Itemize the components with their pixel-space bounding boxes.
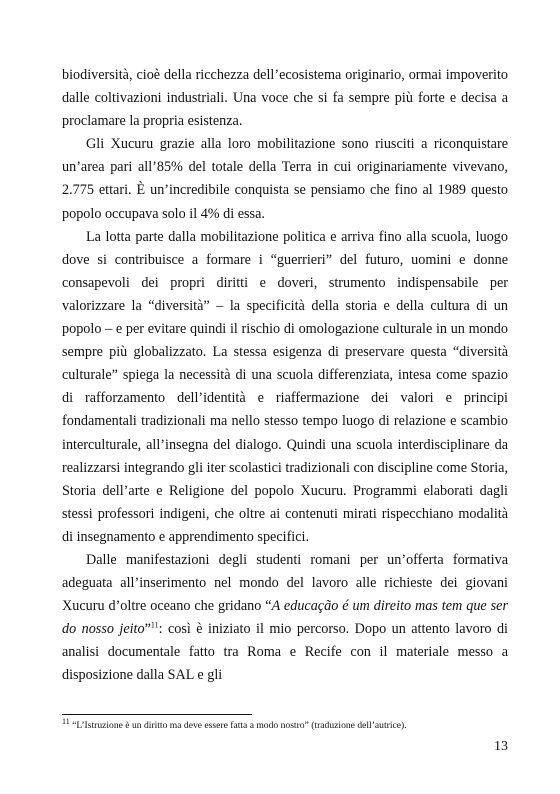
page-number: 13 [494,739,508,754]
paragraph-1: biodiversità, cioè della ricchezza dell’ecosistema originario, ormai impoverito dalle coltivazioni industriali. Una voce che si fa sempre più forte e decisa a proclamare la propria esistenza. [62,67,508,130]
paragraph-4 [62,549,508,688]
paragraph-4-before: Dalle manifestazioni degli studenti romani per un’offerta formativa adeguata all’inserimento nel mondo del lavoro alle richieste dei giovani Xucuru d’oltre oceano che gridano “ [62,551,508,615]
footnote-text: “L’Istruzione è un diritto ma deve essere fatta a modo nostro” (traduzione dell’autrice). [69,720,407,731]
paragraph-2: Gli Xucuru grazie alla loro mobilitazione sono riusciti a riconquistare un’area pari all’85% del totale della Terra in cui originariamente vivevano, 2.775 ettari. È un’incredibile conquista se pensiamo che fino al 1989 questo popolo occupava solo il 4% di essa. [62,136,508,222]
footnote-number: 11 [62,716,70,726]
paragraph-3: La lotta parte dalla mobilitazione politica e arriva fino alla scuola, luogo dove si contribuisce a formare i “guerrieri” del futuro, uomini e donne consapevoli dei propri diritti e doveri, strumento indispensabile per valorizzare la “diversità” – la specificità della storia e della cultura di un popolo – e per evitare quindi il rischio di omologazione culturale in un mondo sempre più globalizzato. La stessa esigenza di preservare questa “diversità culturale” spiega la necessità di una scuola differenziata, intesa come spazio di rafforzamento dell’identità e riaffermazione dei valori e principi fondamentali tradizionali ma nello stesso tempo luogo di relazione e scambio interculturale, all’insegna del dialogo. Quindi una scuola interdisciplinare da realizzarsi integrando gli iter scolastici tradizionali con discipline come Storia, Storia dell’arte e Religione del popolo Xucuru. Programmi elaborati dagli stessi professori indigeni, che oltre ai contenuti mirati rispecchiano modalità di insegnamento e apprendimento specifici. [62,228,508,545]
footnote-divider [62,714,252,715]
footnote-reference[interactable]: 11 [150,620,159,630]
paragraph-4-after: : così è iniziato il mio percorso. Dopo un attento lavoro di analisi documentale fatto tra Roma e Recife con il materiale messo a disposizione dalla SAL e gli [62,621,509,684]
footnote [62,716,508,732]
quote-close: ” [144,621,151,638]
portuguese-quote: A educação é um direito mas tem que ser do nosso jeito [62,598,508,638]
body-text [62,64,508,688]
